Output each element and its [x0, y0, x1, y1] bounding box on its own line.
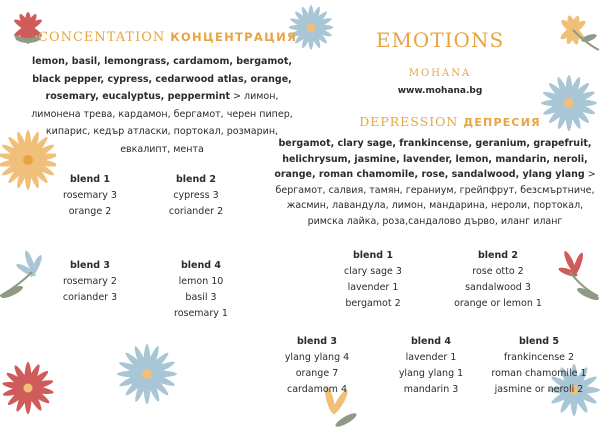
brand-subtitle: MOHANA: [408, 68, 472, 79]
blend-title: blend 3: [70, 260, 110, 271]
blend-title: blend 1: [70, 174, 110, 185]
blend-title: blend 5: [519, 336, 559, 347]
blend-ingredient: cypress 3: [173, 190, 219, 201]
blend-ingredient: lemon 10: [178, 276, 224, 287]
concentration-oils-ru: > лимон, лимонена трева, кардамон, бергамот, черен пипер, кипарис, кедър атласки, портокал, розмарин, евкалипт, мента: [31, 91, 293, 155]
blend-ingredient: orange 2: [68, 206, 112, 217]
depression-heading-ru: ДЕПРЕСИЯ: [463, 116, 541, 129]
concentration-heading-ru: КОНЦЕНТРАЦИЯ: [170, 30, 298, 44]
red-daisy-icon: [0, 358, 56, 428]
concentration-heading: [38, 30, 298, 45]
blend-ingredient: orange 7: [295, 368, 339, 379]
blend-ingredient: roman chamomile 1: [491, 368, 587, 379]
depression-blend-3: [262, 334, 372, 398]
depression-blend-5: [478, 334, 600, 398]
blend-title: blend 3: [297, 336, 337, 347]
blend-ingredient: rose otto 2: [472, 266, 524, 277]
blend-ingredient: rosemary 2: [63, 276, 117, 287]
blue-daisy-icon: [112, 336, 182, 428]
blend-ingredient: rosemary 1: [174, 308, 228, 319]
blend-ingredient: sandalwood 3: [465, 282, 531, 293]
blend-ingredient: bergamot 2: [345, 298, 401, 309]
concentration-blend-1: [40, 172, 140, 220]
depression-oils-ru: > бергамот, салвия, тамян, гераниум, грейпфрут, безсмъртниче, жасмин, лавандула, лимон, мандарина, нероли, портокал, римска лайка, роза,сандалово дърво, иланг иланг: [275, 169, 596, 227]
depression-blend-2: [436, 248, 560, 312]
website-link[interactable]: www.mohana.bg: [397, 86, 483, 96]
depression-blend-4: [378, 334, 484, 398]
blend-ingredient: cardamom 4: [286, 384, 348, 395]
concentration-blend-3: [40, 258, 140, 306]
blend-ingredient: ylang ylang 4: [284, 352, 350, 363]
depression-blend-1: [318, 248, 428, 312]
depression-heading-en: DEPRESSION: [359, 114, 459, 129]
concentration-oils-en: lemon, basil, lemongrass, cardamom, bergamot, black pepper, cypress, cedarwood atlas, orange, rosemary, eucalyptus, peppermint: [31, 56, 292, 102]
blend-title: blend 1: [353, 250, 393, 261]
blend-title: blend 4: [411, 336, 451, 347]
blend-ingredient: rosemary 3: [63, 190, 117, 201]
brand-title: EMOTIONS: [375, 28, 505, 52]
blend-ingredient: jasmine or neroli 2: [494, 384, 584, 395]
concentration-heading-en: CONCENTATION: [38, 30, 166, 45]
blend-ingredient: lavender 1: [405, 352, 457, 363]
concentration-oils: [28, 53, 296, 158]
depression-oils: [270, 136, 600, 229]
blend-ingredient: orange or lemon 1: [454, 298, 542, 309]
blend-ingredient: coriander 2: [168, 206, 224, 217]
yellow-flower-icon: [545, 5, 600, 55]
blue-flower-right-icon: [538, 58, 600, 148]
blend-ingredient: ylang ylang 1: [398, 368, 464, 379]
depression-oils-en: bergamot, clary sage, frankincense, geranium, grapefruit, helichrysum, jasmine, lavender, lemon, mandarin, neroli, orange, roman chamomile, rose, sandalwood, ylang ylang: [274, 138, 592, 180]
blend-ingredient: lavender 1: [347, 282, 399, 293]
blend-ingredient: mandarin 3: [403, 384, 459, 395]
depression-heading: [300, 114, 600, 129]
blend-title: blend 2: [176, 174, 216, 185]
blend-ingredient: coriander 3: [62, 292, 118, 303]
blend-ingredient: frankincense 2: [503, 352, 575, 363]
blend-ingredient: basil 3: [185, 292, 217, 303]
concentration-blend-4: [146, 258, 256, 322]
concentration-blend-2: [146, 172, 246, 220]
blend-title: blend 2: [478, 250, 518, 261]
blend-ingredient: clary sage 3: [344, 266, 402, 277]
blend-title: blend 4: [181, 260, 221, 271]
